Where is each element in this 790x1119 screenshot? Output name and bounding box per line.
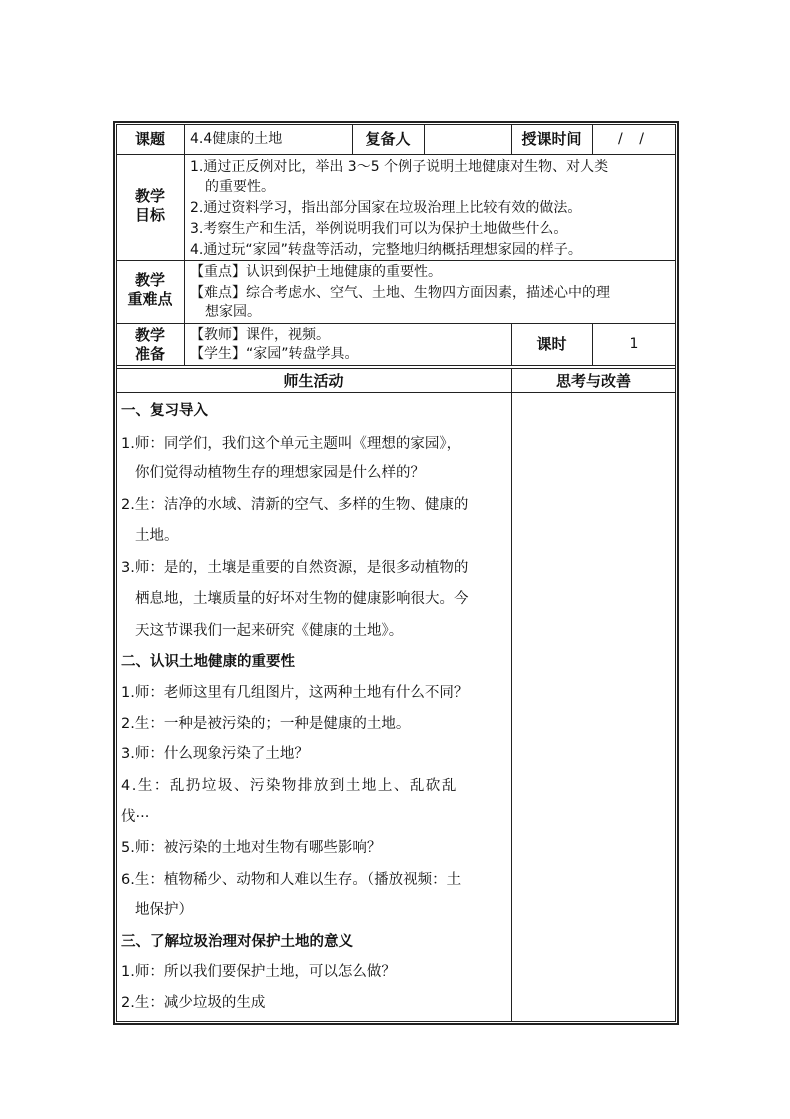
prep-person-value xyxy=(424,124,511,154)
key-points-label-line: 教学 xyxy=(134,271,165,289)
activity-line: 3.师：什么现象污染了土地？ xyxy=(121,746,309,762)
topic-value: 4.4健康的土地 xyxy=(190,131,283,147)
class-time-label: 授课时间 xyxy=(521,130,582,148)
activity-line: 3.师：是的，土壤是重要的自然资源，是很多动植物的 xyxy=(121,560,469,576)
activity-line: 地保护） xyxy=(135,902,193,918)
goal-line: 2.通过资料学习，指出部分国家在垃圾治理上比较有效的做法。 xyxy=(190,200,582,216)
goal-line: 的重要性。 xyxy=(205,179,275,195)
activity-line: 土地。 xyxy=(135,528,179,544)
row-divider xyxy=(116,260,676,261)
goals-label-line: 教学 xyxy=(134,187,165,205)
class-hours-value: 1 xyxy=(629,336,639,352)
prep-line: 【教师】课件，视频。 xyxy=(190,327,330,343)
section-heading: 三、了解垃圾治理对保护土地的意义 xyxy=(121,934,353,950)
section-heading: 二、认识土地健康的重要性 xyxy=(121,654,295,670)
section-heading: 一、复习导入 xyxy=(121,403,208,419)
key-points-label xyxy=(116,271,184,311)
class-time-value: / / xyxy=(618,131,650,147)
activities-column-header: 师生活动 xyxy=(283,371,344,390)
goals-label-line: 目标 xyxy=(134,206,165,224)
activity-line: 5.师：被污染的土地对生物有哪些影响？ xyxy=(121,840,382,856)
topic-label: 课题 xyxy=(134,130,165,148)
activity-line: 2.生：一种是被污染的；一种是健康的土地。 xyxy=(121,716,411,732)
activity-line: 6.生：植物稀少、动物和人难以生存。（播放视频：土 xyxy=(121,872,462,888)
activity-line: 栖息地，土壤质量的好坏对生物的健康影响很大。今 xyxy=(135,591,469,607)
goals-label xyxy=(116,187,184,227)
prep-line: 【学生】“家园”转盘学具。 xyxy=(190,346,359,362)
activity-line: 2.生：洁净的水域、清新的空气、多样的生物、健康的 xyxy=(121,497,469,513)
class-hours-label: 课时 xyxy=(536,335,567,353)
key-point-line: 想家园。 xyxy=(205,304,261,320)
activity-line: 你们觉得动植物生存的理想家园是什么样的？ xyxy=(135,465,425,481)
row-divider xyxy=(116,154,676,155)
goal-line: 1.通过正反例对比，举出 3～5 个例子说明土地健康对生物、对人类 xyxy=(190,159,609,175)
row-divider xyxy=(116,392,676,393)
prep-label xyxy=(116,326,184,366)
key-point-line: 【重点】认识到保护土地健康的重要性。 xyxy=(190,264,442,280)
activity-line: 天这节课我们一起来研究《健康的土地》。 xyxy=(135,623,404,639)
activity-line: 1.师：老师这里有几组图片，这两种土地有什么不同？ xyxy=(121,685,469,701)
activity-line: 1.师：同学们，我们这个单元主题叫《理想的家园》， xyxy=(121,436,462,452)
activity-line: 1.师：所以我们要保护土地，可以怎么做？ xyxy=(121,964,396,980)
key-points-label-line: 重难点 xyxy=(127,290,173,308)
activity-line: 2.生：减少垃圾的生成 xyxy=(121,995,266,1011)
col-divider xyxy=(184,124,185,366)
reflection-column-header: 思考与改善 xyxy=(555,371,631,390)
activity-line: 4.生：乱扔垃圾、污染物排放到土地上、乱砍乱 xyxy=(121,778,458,794)
col-divider xyxy=(511,368,512,1022)
key-point-line: 【难点】综合考虑水、空气、土地、生物四方面因素，描述心中的理 xyxy=(190,285,610,301)
prep-label-line: 准备 xyxy=(134,345,165,363)
activity-line: 伐··· xyxy=(121,809,150,825)
row-divider xyxy=(116,365,676,366)
goal-line: 4.通过玩“家园”转盘等活动，完整地归纳概括理想家园的样子。 xyxy=(190,242,582,258)
prep-person-label: 复备人 xyxy=(365,130,411,148)
prep-label-line: 教学 xyxy=(134,326,165,344)
goal-line: 3.考察生产和生活，举例说明我们可以为保护土地做些什么。 xyxy=(190,221,568,237)
